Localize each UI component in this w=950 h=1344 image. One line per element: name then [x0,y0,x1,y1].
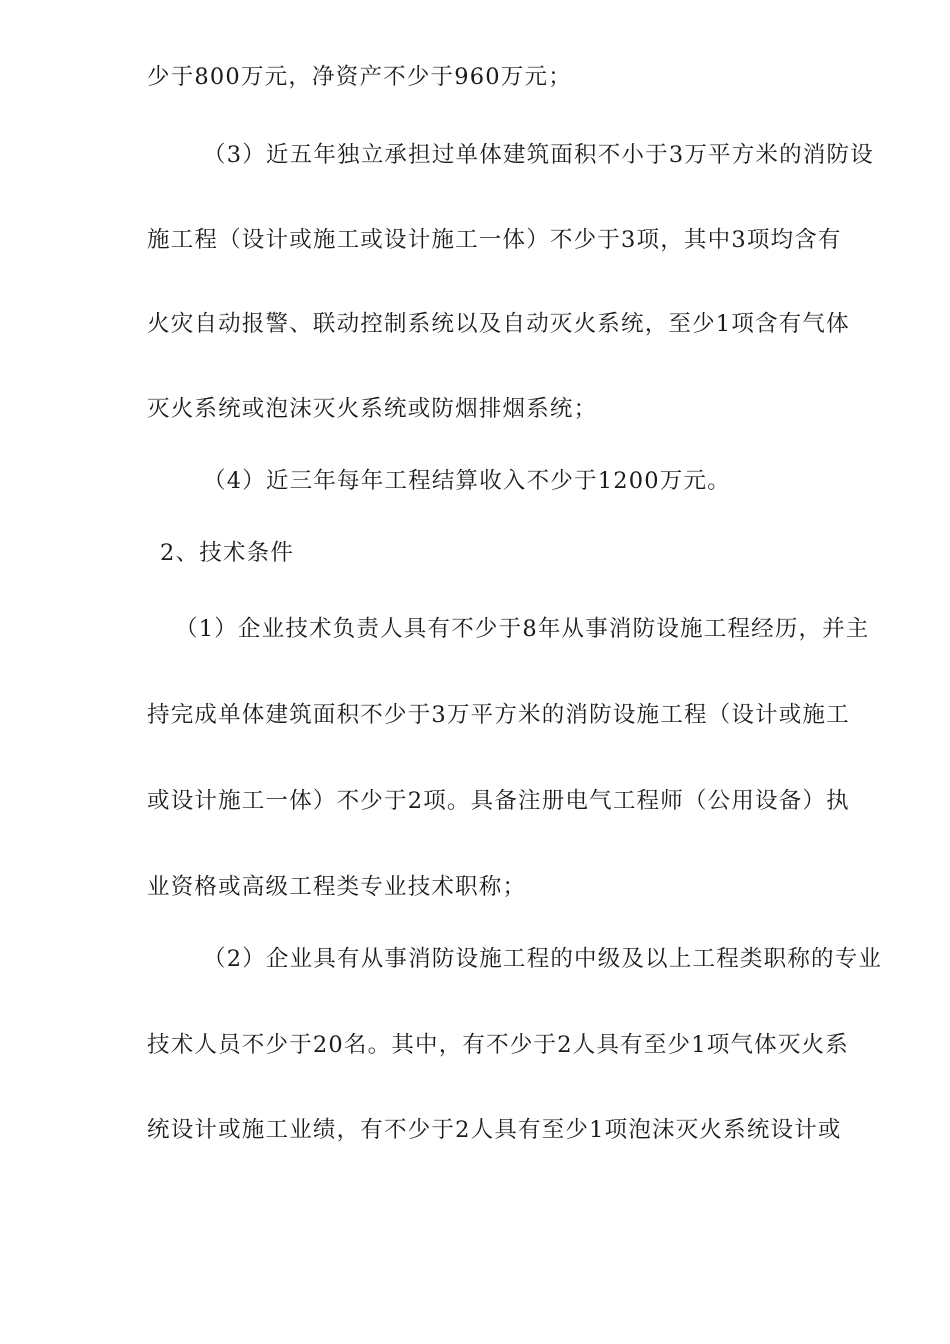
paragraph-line-8: （1）企业技术负责人具有不少于8年从事消防设施工程经历，并主 [175,616,870,642]
paragraph-line-13: 技术人员不少于20名。其中，有不少于2人具有至少1项气体灭火系 [147,1032,849,1058]
paragraph-line-14: 统设计或施工业绩，有不少于2人具有至少1项泡沫灭火系统设计或 [147,1117,842,1143]
paragraph-line-12: （2）企业具有从事消防设施工程的中级及以上工程类职称的专业 [203,946,883,972]
paragraph-line-3: 施工程（设计或施工或设计施工一体）不少于3项，其中3项均含有 [147,227,842,253]
paragraph-line-11: 业资格或高级工程类专业技术职称； [147,874,527,900]
paragraph-line-6: （4）近三年每年工程结算收入不少于1200万元。 [203,468,731,494]
paragraph-line-2: （3）近五年独立承担过单体建筑面积不小于3万平方米的消防设 [203,142,874,168]
paragraph-line-1: 少于800万元，净资产不少于960万元； [147,64,572,90]
paragraph-line-5: 灭火系统或泡沫灭火系统或防烟排烟系统； [147,396,598,422]
paragraph-line-4: 火灾自动报警、联动控制系统以及自动灭火系统，至少1项含有气体 [147,311,850,337]
section-heading: 2、技术条件 [160,540,295,566]
paragraph-line-10: 或设计施工一体）不少于2项。具备注册电气工程师（公用设备）执 [147,788,850,814]
paragraph-line-9: 持完成单体建筑面积不少于3万平方米的消防设施工程（设计或施工 [147,702,850,728]
